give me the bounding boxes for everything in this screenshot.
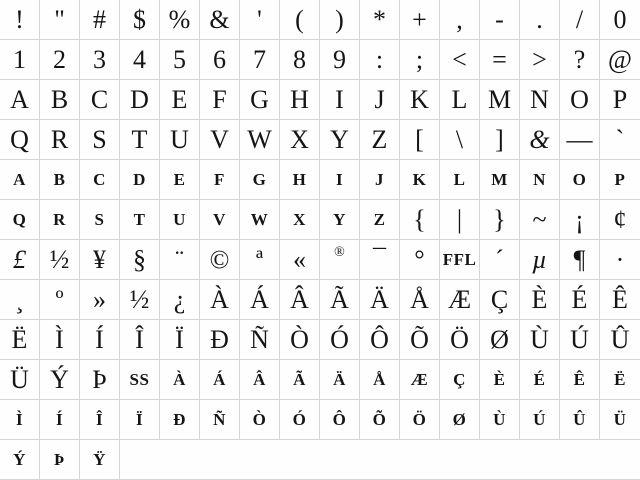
- glyph-cell[interactable]: O: [560, 160, 600, 200]
- glyph-cell[interactable]: ¡: [560, 200, 600, 240]
- glyph-cell[interactable]: Ý: [0, 440, 40, 480]
- glyph-cell[interactable]: W: [240, 120, 280, 160]
- glyph-cell[interactable]: X: [280, 120, 320, 160]
- glyph-cell[interactable]: Ê: [560, 360, 600, 400]
- glyph-cell[interactable]: É: [560, 280, 600, 320]
- glyph-cell[interactable]: C: [80, 160, 120, 200]
- glyph-cell[interactable]: M: [480, 80, 520, 120]
- glyph-cell[interactable]: À: [160, 360, 200, 400]
- glyph-cell[interactable]: Æ: [400, 360, 440, 400]
- glyph-cell[interactable]: Ì: [0, 400, 40, 440]
- glyph-cell[interactable]: N: [520, 80, 560, 120]
- glyph-cell[interactable]: Ù: [480, 400, 520, 440]
- empty-cell: [360, 440, 400, 480]
- glyph-cell[interactable]: Q: [0, 200, 40, 240]
- glyph-cell[interactable]: Î: [80, 400, 120, 440]
- glyph-cell[interactable]: Ñ: [200, 400, 240, 440]
- glyph-cell[interactable]: C: [80, 80, 120, 120]
- glyph-cell[interactable]: ®: [320, 240, 360, 280]
- glyph-cell[interactable]: ¯: [360, 240, 400, 280]
- glyph-cell[interactable]: {: [400, 200, 440, 240]
- glyph-cell[interactable]: 9: [320, 40, 360, 80]
- glyph-cell[interactable]: Ó: [280, 400, 320, 440]
- glyph-cell[interactable]: Ü: [600, 400, 640, 440]
- glyph-cell[interactable]: K: [400, 160, 440, 200]
- glyph-cell[interactable]: V: [200, 120, 240, 160]
- glyph-cell[interactable]: Z: [360, 120, 400, 160]
- glyph-cell[interactable]: 5: [160, 40, 200, 80]
- glyph-cell[interactable]: Ò: [240, 400, 280, 440]
- glyph-cell[interactable]: Á: [200, 360, 240, 400]
- empty-cell: [480, 440, 520, 480]
- glyph-cell[interactable]: Q: [0, 120, 40, 160]
- glyph-cell[interactable]: Û: [600, 320, 640, 360]
- glyph-cell[interactable]: Õ: [360, 400, 400, 440]
- glyph-cell[interactable]: ª: [240, 240, 280, 280]
- glyph-cell[interactable]: P: [600, 80, 640, 120]
- glyph-cell[interactable]: N: [520, 160, 560, 200]
- glyph-cell[interactable]: ,: [440, 0, 480, 40]
- glyph-cell[interactable]: F: [200, 80, 240, 120]
- glyph-cell[interactable]: Î: [120, 320, 160, 360]
- glyph-cell[interactable]: Ì: [40, 320, 80, 360]
- glyph-cell[interactable]: Ô: [360, 320, 400, 360]
- glyph-cell[interactable]: T: [120, 120, 160, 160]
- empty-cell: [240, 440, 280, 480]
- glyph-cell[interactable]: 6: [200, 40, 240, 80]
- empty-cell: [560, 440, 600, 480]
- glyph-cell[interactable]: »: [80, 280, 120, 320]
- glyph-cell[interactable]: Í: [40, 400, 80, 440]
- glyph-cell[interactable]: Z: [360, 200, 400, 240]
- glyph-cell[interactable]: Ú: [520, 400, 560, 440]
- glyph-cell[interactable]: D: [120, 80, 160, 120]
- glyph-cell[interactable]: G: [240, 80, 280, 120]
- glyph-cell[interactable]: Û: [560, 400, 600, 440]
- glyph-cell[interactable]: Ø: [440, 400, 480, 440]
- empty-cell: [440, 440, 480, 480]
- glyph-cell[interactable]: J: [360, 160, 400, 200]
- glyph-cell[interactable]: F: [200, 160, 240, 200]
- glyph-cell[interactable]: T: [120, 200, 160, 240]
- glyph-cell[interactable]: Ö: [440, 320, 480, 360]
- glyph-cell[interactable]: Ñ: [240, 320, 280, 360]
- glyph-cell[interactable]: Ó: [320, 320, 360, 360]
- glyph-cell[interactable]: Ò: [280, 320, 320, 360]
- glyph-cell[interactable]: $: [120, 0, 160, 40]
- glyph-cell[interactable]: I: [320, 160, 360, 200]
- glyph-cell[interactable]: Ô: [320, 400, 360, 440]
- empty-cell: [520, 440, 560, 480]
- glyph-cell[interactable]: Ý: [40, 360, 80, 400]
- glyph-cell[interactable]: A: [0, 80, 40, 120]
- glyph-cell[interactable]: %: [160, 0, 200, 40]
- glyph-cell[interactable]: 3: [80, 40, 120, 80]
- glyph-cell[interactable]: 8: [280, 40, 320, 80]
- glyph-cell[interactable]: £: [0, 240, 40, 280]
- glyph-cell[interactable]: E: [160, 80, 200, 120]
- glyph-cell[interactable]: Ÿ: [80, 440, 120, 480]
- glyph-cell[interactable]: À: [200, 280, 240, 320]
- empty-cell: [120, 440, 160, 480]
- glyph-cell[interactable]: È: [480, 360, 520, 400]
- glyph-cell[interactable]: &: [200, 0, 240, 40]
- glyph-cell[interactable]: Ê: [600, 280, 640, 320]
- glyph-cell[interactable]: ': [240, 0, 280, 40]
- glyph-cell[interactable]: X: [280, 200, 320, 240]
- glyph-cell[interactable]: Á: [240, 280, 280, 320]
- glyph-cell[interactable]: ½: [40, 240, 80, 280]
- glyph-cell[interactable]: Æ: [440, 280, 480, 320]
- glyph-cell[interactable]: Ç: [440, 360, 480, 400]
- glyph-cell[interactable]: Ï: [160, 320, 200, 360]
- glyph-cell[interactable]: @: [600, 40, 640, 80]
- glyph-cell[interactable]: S: [80, 200, 120, 240]
- glyph-cell[interactable]: U: [160, 120, 200, 160]
- glyph-cell[interactable]: !: [0, 0, 40, 40]
- glyph-cell[interactable]: #: [80, 0, 120, 40]
- glyph-cell[interactable]: V: [200, 200, 240, 240]
- glyph-cell[interactable]: 1: [0, 40, 40, 80]
- glyph-cell[interactable]: G: [240, 160, 280, 200]
- empty-cell: [600, 440, 640, 480]
- glyph-cell[interactable]: B: [40, 80, 80, 120]
- glyph-cell[interactable]: ]: [480, 120, 520, 160]
- glyph-cell[interactable]: §: [120, 240, 160, 280]
- glyph-cell[interactable]: A: [0, 160, 40, 200]
- glyph-cell[interactable]: 7: [240, 40, 280, 80]
- empty-cell: [320, 440, 360, 480]
- glyph-cell[interactable]: M: [480, 160, 520, 200]
- glyph-cell[interactable]: ;: [400, 40, 440, 80]
- glyph-cell[interactable]: µ: [520, 240, 560, 280]
- glyph-cell[interactable]: ¨: [160, 240, 200, 280]
- glyph-cell[interactable]: U: [160, 200, 200, 240]
- glyph-cell[interactable]: È: [520, 280, 560, 320]
- glyph-cell[interactable]: J: [360, 80, 400, 120]
- glyph-cell[interactable]: 2: [40, 40, 80, 80]
- glyph-cell[interactable]: K: [400, 80, 440, 120]
- glyph-cell[interactable]: <: [440, 40, 480, 80]
- glyph-cell[interactable]: W: [240, 200, 280, 240]
- glyph-cell[interactable]: Þ: [40, 440, 80, 480]
- glyph-cell[interactable]: B: [40, 160, 80, 200]
- glyph-cell[interactable]: +: [400, 0, 440, 40]
- glyph-cell[interactable]: |: [440, 200, 480, 240]
- glyph-cell[interactable]: Å: [360, 360, 400, 400]
- glyph-cell[interactable]: Y: [320, 120, 360, 160]
- glyph-cell[interactable]: Å: [400, 280, 440, 320]
- glyph-cell[interactable]: ·: [600, 240, 640, 280]
- empty-cell: [280, 440, 320, 480]
- glyph-cell[interactable]: Â: [240, 360, 280, 400]
- glyph-cell[interactable]: Ë: [600, 360, 640, 400]
- glyph-cell[interactable]: H: [280, 160, 320, 200]
- glyph-cell[interactable]: ¸: [0, 280, 40, 320]
- glyph-cell[interactable]: Ä: [360, 280, 400, 320]
- glyph-cell[interactable]: =: [480, 40, 520, 80]
- glyph-cell[interactable]: ¶: [560, 240, 600, 280]
- glyph-cell[interactable]: Ú: [560, 320, 600, 360]
- glyph-cell[interactable]: ?: [560, 40, 600, 80]
- empty-cell: [160, 440, 200, 480]
- glyph-cell[interactable]: Õ: [400, 320, 440, 360]
- glyph-cell[interactable]: &: [520, 120, 560, 160]
- glyph-cell[interactable]: Ä: [320, 360, 360, 400]
- glyph-cell[interactable]: Þ: [80, 360, 120, 400]
- glyph-cell[interactable]: º: [40, 280, 80, 320]
- glyph-cell[interactable]: Ö: [400, 400, 440, 440]
- glyph-cell[interactable]: L: [440, 80, 480, 120]
- glyph-cell[interactable]: ": [40, 0, 80, 40]
- glyph-cell[interactable]: :: [360, 40, 400, 80]
- glyph-cell[interactable]: Ç: [480, 280, 520, 320]
- glyph-cell[interactable]: }: [480, 200, 520, 240]
- glyph-cell[interactable]: ©: [200, 240, 240, 280]
- glyph-cell[interactable]: ¿: [160, 280, 200, 320]
- glyph-cell[interactable]: ¢: [600, 200, 640, 240]
- glyph-cell[interactable]: /: [560, 0, 600, 40]
- glyph-cell[interactable]: Ë: [0, 320, 40, 360]
- glyph-cell[interactable]: Ü: [0, 360, 40, 400]
- glyph-cell[interactable]: Ù: [520, 320, 560, 360]
- glyph-cell[interactable]: Ð: [160, 400, 200, 440]
- glyph-cell[interactable]: H: [280, 80, 320, 120]
- glyph-cell[interactable]: 0: [600, 0, 640, 40]
- glyph-cell[interactable]: Ã: [320, 280, 360, 320]
- glyph-cell[interactable]: \: [440, 120, 480, 160]
- glyph-cell[interactable]: ~: [520, 200, 560, 240]
- glyph-cell[interactable]: `: [600, 120, 640, 160]
- glyph-cell[interactable]: [: [400, 120, 440, 160]
- glyph-cell[interactable]: Í: [80, 320, 120, 360]
- glyph-cell[interactable]: ¥: [80, 240, 120, 280]
- empty-cell: [200, 440, 240, 480]
- empty-cell: [400, 440, 440, 480]
- glyph-cell[interactable]: 4: [120, 40, 160, 80]
- glyph-cell[interactable]: Y: [320, 200, 360, 240]
- glyph-cell[interactable]: (: [280, 0, 320, 40]
- glyph-cell[interactable]: Â: [280, 280, 320, 320]
- glyph-cell[interactable]: S: [80, 120, 120, 160]
- glyph-cell[interactable]: *: [360, 0, 400, 40]
- glyph-cell[interactable]: Ï: [120, 400, 160, 440]
- glyph-cell[interactable]: ): [320, 0, 360, 40]
- glyph-cell[interactable]: ½: [120, 280, 160, 320]
- glyph-cell[interactable]: P: [600, 160, 640, 200]
- glyph-cell[interactable]: R: [40, 120, 80, 160]
- glyph-cell[interactable]: °: [400, 240, 440, 280]
- glyph-cell[interactable]: -: [480, 0, 520, 40]
- glyph-cell[interactable]: I: [320, 80, 360, 120]
- glyph-cell[interactable]: O: [560, 80, 600, 120]
- glyph-cell[interactable]: R: [40, 200, 80, 240]
- glyph-cell[interactable]: L: [440, 160, 480, 200]
- glyph-cell[interactable]: «: [280, 240, 320, 280]
- glyph-cell[interactable]: E: [160, 160, 200, 200]
- glyph-cell[interactable]: É: [520, 360, 560, 400]
- glyph-cell[interactable]: FFL: [440, 240, 480, 280]
- glyph-cell[interactable]: >: [520, 40, 560, 80]
- glyph-cell[interactable]: Ã: [280, 360, 320, 400]
- glyph-cell[interactable]: .: [520, 0, 560, 40]
- glyph-cell[interactable]: Ø: [480, 320, 520, 360]
- glyph-cell[interactable]: ´: [480, 240, 520, 280]
- glyph-cell[interactable]: D: [120, 160, 160, 200]
- glyph-cell[interactable]: Ð: [200, 320, 240, 360]
- glyph-cell[interactable]: SS: [120, 360, 160, 400]
- glyph-cell[interactable]: —: [560, 120, 600, 160]
